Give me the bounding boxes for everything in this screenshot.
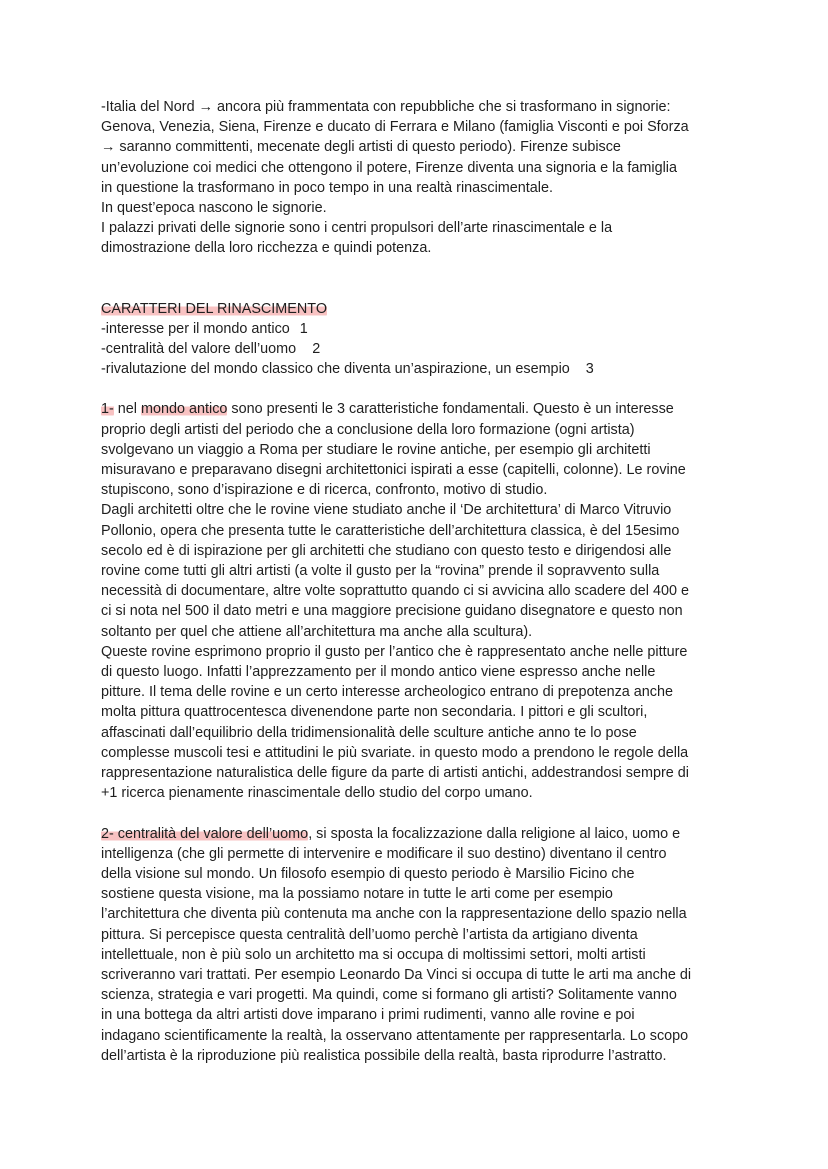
text-line: necessità di documentare, altre volte soprattutto quando ci si avvicina allo scadere del 400 e: [101, 583, 689, 600]
text-line: pittura. Si percepisce questa centralità dell’uomo perchè l’artista da artigiano diventa: [101, 926, 638, 943]
text-line: Pollonio, opera che presenta tutte le caratteristiche dell’architettura classica, è del 15esimo: [101, 522, 680, 539]
text-line: affascinati dall’equilibrio della tridimensionalità delle sculture antiche anno te lo pose: [101, 724, 637, 741]
highlighted-term: mondo antico: [141, 401, 228, 418]
text-line: sostiene questa visione, ma la possiamo notare in tutte le arti come per esempio: [101, 886, 613, 903]
text-line: soltanto per quel che attiene all’architettura ma anche alla scultura).: [101, 623, 533, 640]
text-line: dell’artista è la riproduzione più realistica possibile della realtà, basta riprodurre l’astratto.: [101, 1047, 667, 1064]
section-heading: CARATTERI DEL RINASCIMENTO: [101, 300, 328, 317]
text-line: rappresentazione naturalistica delle figure da parte di artisti antichi, addestrandosi sempre di: [101, 765, 689, 782]
text-line: Queste rovine esprimono proprio il gusto per l’antico che è rappresentato anche nelle pitture: [101, 643, 688, 660]
text-line: della visione sul mondo. Un filosofo esempio di questo periodo è Marsilio Ficino che: [101, 865, 635, 882]
section-1-paragraph: 1- nel mondo antico sono presenti le 3 caratteristiche fondamentali. Questo è un interesse proprio degli artisti del periodo che a conclusione della loro formazione (ogni artista) svolgevano un viaggio a Roma per studiare le rovine antiche, per esempio gli architetti misuravano e preparavano disegni architettonici ispirati a esse (capitelli, colonne). Le rovine stupiscono, sono d’ispirazione e di ricerca, confronto, motivo di studio. Dagli architetti oltre che le rovine viene studiato anche il ‘De architettura’ di Marco Vitruvio Pollonio, opera che presenta tutte le caratteristiche dell’architettura classica, è del 15esimo secolo ed è di ispirazione per gli architetti che studiano con questo testo e dirigendosi alle rovine come tutti gli altri artisti (a volte il gusto per la “rovina” prende il sopravvento sulla necessità di documentare, altre volte soprattutto quando ci si avvicina allo scadere del 400 e ci si nota nel 500 il dato metri e una maggiore precisione guidano disegnatore e questo non soltanto per quel che attiene all’architettura ma anche alla scultura). Queste rovine esprimono proprio il gusto per l’antico che è rappresentato anche nelle pitture di questo luogo. Infatti l’apprezzamento per il mondo antico viene espresso anche nelle pitture. Il tema delle rovine e un certo interesse archeologico entrano di prepotenza anche molta pittura quattrocentesca divenendone parte non secondaria. I pittori e gli scultori, affascinati dall’equilibrio della tridimensionalità delle sculture antiche anno te lo pose complesse muscoli tesi e attitudini le più svariate. in questo modo a prendono le regole della rappresentazione naturalistica delle figure da parte di artisti antichi, addestrandosi sempre di +1 ricerca pienamente rinascimentale dello studio del corpo umano.: [101, 399, 768, 803]
text-line: l’architettura che diventa più contenuta ma anche con la rappresentazione dello spazio nella: [101, 906, 687, 923]
list-item: -interesse per il mondo antico 1: [101, 320, 308, 337]
text-line: ci si nota nel 500 il dato metri e una maggiore precisione guidano disegnatore e questo non: [101, 603, 683, 620]
list-item: -rivalutazione del mondo classico che diventa un’aspirazione, un esempio 3: [101, 361, 594, 378]
text-line: un’evoluzione coi medici che ottengono il potere, Firenze diventa una signoria e la famiglia: [101, 159, 677, 176]
highlighted-term: 2- centralità del valore dell’uomo: [101, 825, 309, 842]
text-line: scriveranno vari trattati. Per esempio Leonardo Da Vinci si occupa di tutte le arti ma anche di: [101, 966, 692, 983]
text-line: scienza, strategia e vari progetti. Ma quindi, come si formano gli artisti? Solitamente vanno: [101, 987, 677, 1004]
text-line: in questione la trasformano in poco tempo in una realtà rinascimentale.: [101, 179, 553, 196]
item-number: 1: [299, 320, 308, 337]
text-line: -Italia del Nord → ancora più frammentata con repubbliche che si trasformano in signorie:: [101, 99, 671, 115]
text-line: secolo ed è di ispirazione per gli architetti che studiano con questo testo e dirigendosi alle: [101, 542, 672, 559]
text-line: → saranno committenti, mecenate degli artisti di questo periodo). Firenze subisce: [101, 139, 621, 156]
text-line: Dagli architetti oltre che le rovine viene studiato anche il ‘De architettura’ di Marco Vitruvio: [101, 502, 672, 519]
text-line: In quest’epoca nascono le signorie.: [101, 200, 327, 217]
text-line: Genova, Venezia, Siena, Firenze e ducato di Ferrara e Milano (famiglia Visconti e poi Sforza: [101, 119, 689, 136]
text-line: di questo luogo. Infatti l’apprezzamento per il mondo antico viene espresso anche nelle: [101, 664, 656, 681]
item-number: 3: [585, 361, 594, 378]
text-line: molta pittura quattrocentesca divenendone parte non secondaria. I pittori e gli scultori,: [101, 704, 648, 721]
text-line: dimostrazione della loro ricchezza e quindi potenza.: [101, 240, 432, 257]
text-line: complesse muscoli tesi e attitudini le più svariate. in questo modo a prendono le regole della: [101, 744, 689, 761]
section-2-paragraph: 2- centralità del valore dell’uomo, si sposta la focalizzazione dalla religione al laico, uomo e intelligenza (che gli permette di intervenire e modificare il suo destino) diventano il centro della visione sul mondo. Un filosofo esempio di questo periodo è Marsilio Ficino che sostiene questa visione, ma la possiamo notare in tutte le arti come per esempio l’architettura che diventa più contenuta ma anche con la rappresentazione dello spazio nella pittura. Si percepisce questa centralità dell’uomo perchè l’artista da artigiano diventa intellettuale, non è più solo un architetto ma si occupa di moltissimi settori, molti artisti scriveranno vari trattati. Per esempio Leonardo Da Vinci si occupa di tutte le arti ma anche di scienza, strategia e vari progetti. Ma quindi, come si formano gli artisti? Solitamente vanno in una bottega da altri artisti dove imparano i primi rudimenti, vanno alle rovine e poi indagano scientificamente la realtà, la osservano attentamente per rappresentarla. Lo scopo dell’artista è la riproduzione più realistica possibile della realtà, basta riprodurre l’astratto.: [101, 824, 768, 1066]
text-line: intellettuale, non è più solo un architetto ma si occupa di moltissimi settori, molti artisti: [101, 946, 646, 963]
text-line: misuravano e preparavano disegni architettonici ispirati a esse (capitelli, colonne). Le rovine: [101, 462, 686, 479]
text-line: I palazzi privati delle signorie sono i centri propulsori dell’arte rinascimentale e la: [101, 220, 613, 237]
section-marker: 1-: [101, 401, 114, 418]
text-line: proprio degli artisti del periodo che a conclusione della loro formazione (ogni artista): [101, 421, 635, 438]
text-line: svolgevano un viaggio a Roma per studiare le rovine antiche, per esempio gli architetti: [101, 441, 651, 458]
text-line: in una bottega da altri artisti dove imparano i primi rudimenti, vanno alle rovine e poi: [101, 1007, 635, 1024]
text-line: +1 ricerca pienamente rinascimentale dello studio del corpo umano.: [101, 785, 533, 802]
text-line: intelligenza (che gli permette di intervenire e modificare il suo destino) diventano il centro: [101, 845, 667, 862]
text-line: stupiscono, sono d’ispirazione e di ricerca, confronto, motivo di studio.: [101, 482, 548, 499]
text-line: rovine come tutti gli altri artisti (a volte il gusto per la “rovina” prende il sopravvento sulla: [101, 563, 660, 580]
text-line: indagano scientificamente la realtà, la osservano attentamente per rappresentarla. Lo scopo: [101, 1027, 689, 1044]
caratteri-section: [101, 299, 768, 380]
item-number: 2: [312, 341, 321, 358]
text-line: pitture. Il tema delle rovine e un certo interesse archeologico entrano di prepotenza anche: [101, 684, 673, 701]
list-item: -centralità del valore dell’uomo 2: [101, 341, 321, 358]
intro-paragraph: [101, 97, 768, 259]
